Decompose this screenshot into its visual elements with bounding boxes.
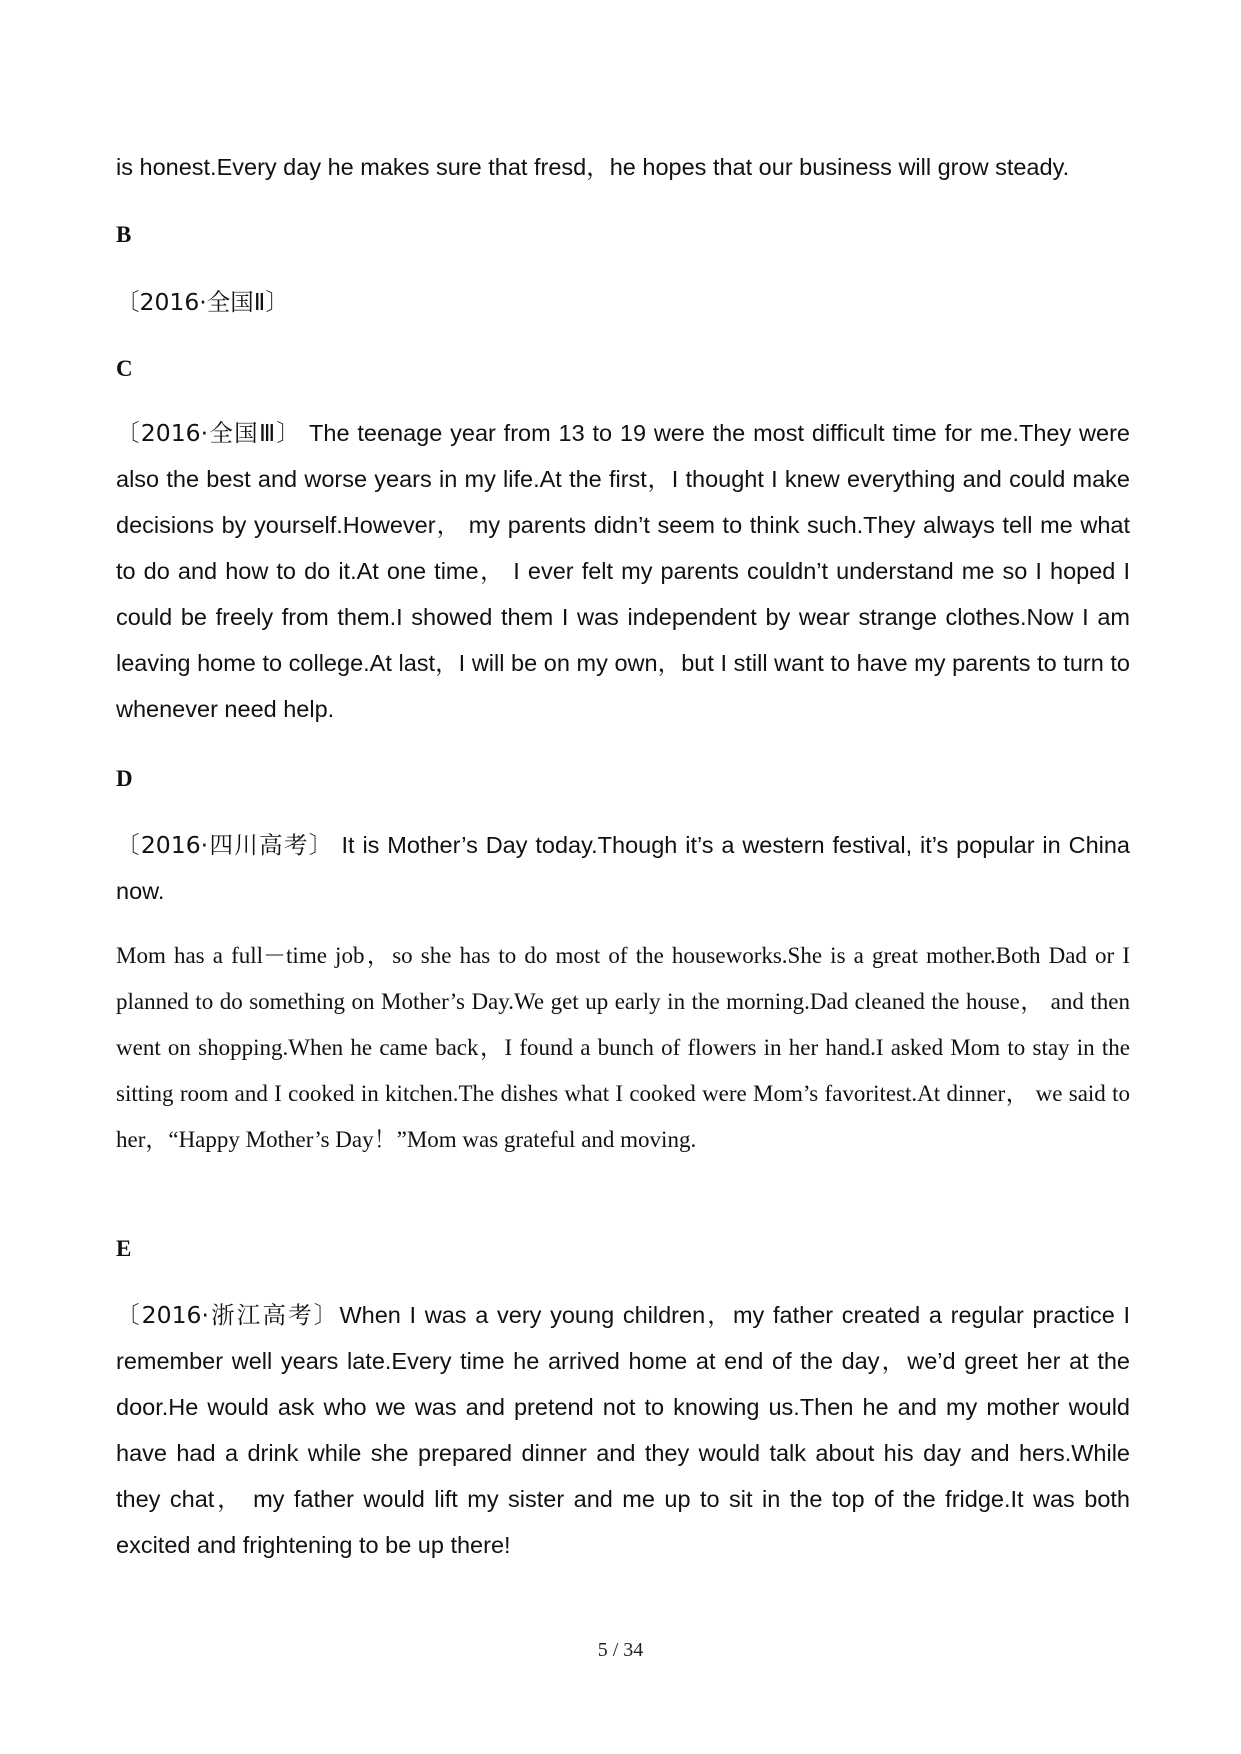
- paragraph-d-body: Mom has a full－time job，so she has to do most of the houseworks.She is a great mother.Both Dad or I planned to do something on Mother’s Day.We get up early in the morning.Dad cleaned the house， and then went on shopping.When he came back，I found a bunch of flowers in her hand.I asked Mom to stay in the sitting room and I cooked in kitchen.The dishes what I cooked were Mom’s favoritest.At dinner， we said to her，“Happy Mother’s Day！”Mom was grateful and moving.: [116, 943, 1130, 1152]
- paragraph-text: When I was a very young children，my father created a regular practice I remember well years late.Every time he arrived home at end of the day，we’d greet her at the door.He would ask who we was and pretend not to knowing us.Then he and my mother would have had a drink while she prepared dinner and they would talk about his day and hers.While they chat， my father would lift my sister and me up to sit in the top of the fridge.It was both excited and frightening to be up there!: [116, 1302, 1130, 1558]
- source-label: 〔2016·全国Ⅲ〕: [116, 419, 302, 447]
- paragraph-d-intro: [116, 822, 1130, 914]
- section-letter-c: C: [116, 356, 133, 381]
- source-label: 〔2016·全国Ⅱ〕: [116, 288, 289, 316]
- section-letter-d: D: [116, 766, 133, 791]
- section-letter-b: B: [116, 222, 132, 247]
- paragraph-text: The teenage year from 13 to 19 were the most difficult time for me.They were also the best and worse years in my life.At the first，I thought I knew everything and could make decisions by yourself.However， my parents didn’t seem to think such.They always tell me what to do and how to do it.At one time， I ever felt my parents couldn’t understand me so I hoped I could be freely from them.I showed them I was independent by wear strange clothes.Now I am leaving home to college.At last，I will be on my own，but I still want to have my parents to turn to whenever need help.: [116, 420, 1130, 722]
- source-tag-b: [116, 279, 1130, 325]
- page-number: 5 / 34: [597, 1639, 644, 1661]
- paragraph-e: [116, 1292, 1130, 1568]
- paragraph-c: [116, 410, 1130, 732]
- paragraph-text: It is Mother’s Day today.Though it’s a western festival, it’s popular in China now.: [116, 832, 1130, 904]
- section-letter-e: E: [116, 1236, 132, 1261]
- source-label: 〔2016·四川高考〕: [116, 831, 334, 859]
- paragraph-continuation: is honest.Every day he makes sure that fresd，he hopes that our business will grow steady.: [116, 154, 1070, 180]
- source-label: 〔2016·浙江高考〕: [116, 1301, 340, 1329]
